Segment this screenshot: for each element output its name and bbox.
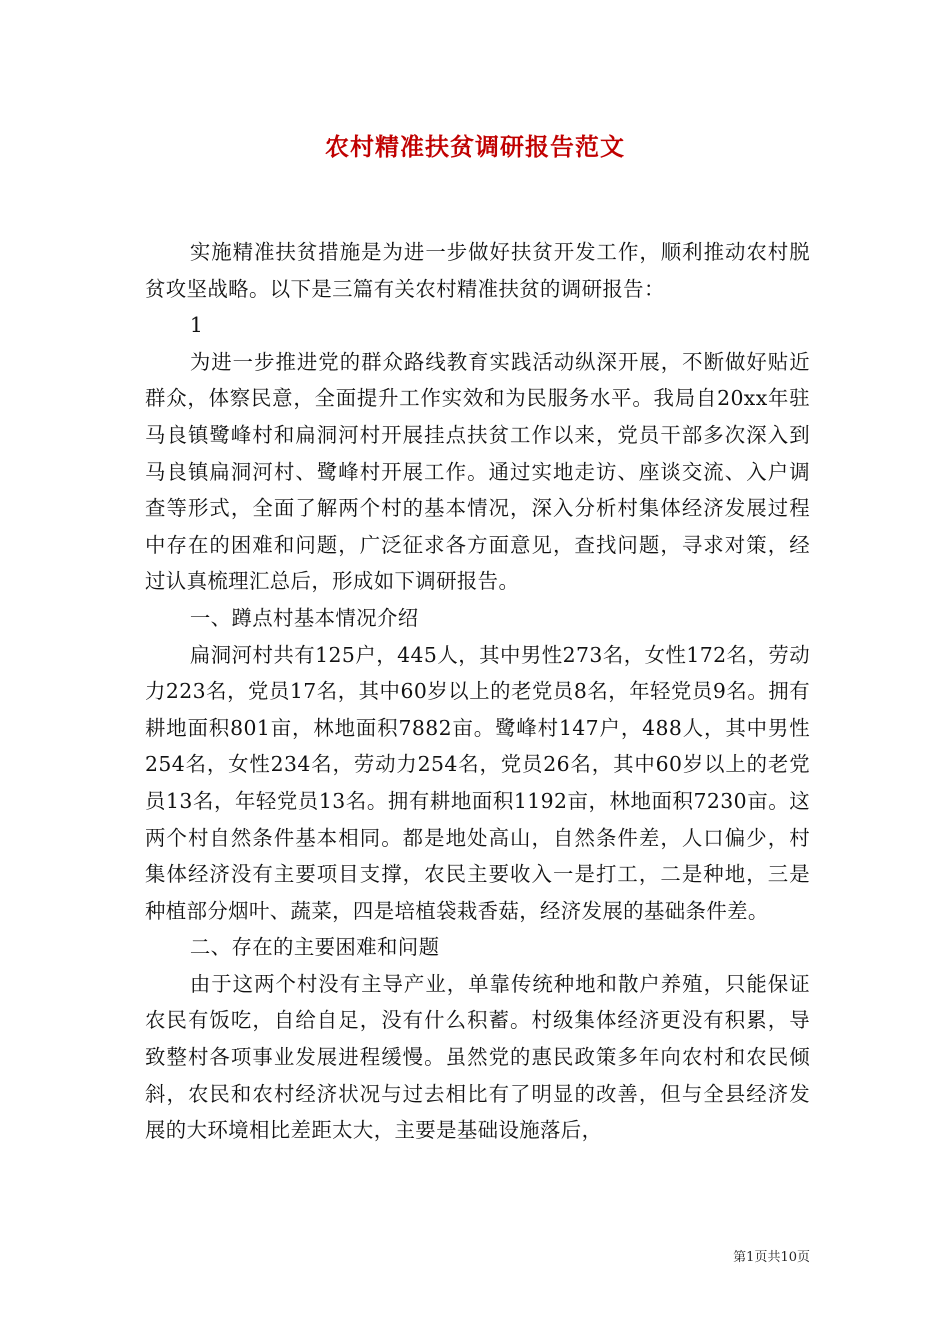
paragraph-problems: 由于这两个村没有主导产业，单靠传统种地和散户养殖，只能保证农民有饭吃，自给自足，没有什么积蓄。村级集体经济更没有积累，导致整村各项事业发展进程缓慢。虽然党的惠民政策多年向农村和农民倾斜，农民和农村经济状况与过去相比有了明显的改善，但与全县经济发展的大环境相比差距太大，主要是基础设施落后， [145,971,810,1143]
paragraph-village-stats: 扁洞河村共有125户，445人，其中男性273名，女性172名，劳动力223名，党员17名，其中60岁以上的老党员8名，年轻党员9名。拥有耕地面积801亩，林地面积7882亩。鹭峰村147户，488人，其中男性254名，女性234名，劳动力254名，党员26名，其中60岁以上的老党员13名，年轻党员13名。拥有耕地面积1192亩，林地面积7230亩。这两个村自然条件基本相同。都是地处高山，自然条件差，人口偏少，村集体经济没有主要项目支撑，农民主要收入一是打工，二是种地，三是种植部分烟叶、蔬菜，四是培植袋栽香菇，经济发展的基础条件差。 [145,642,810,923]
document-body [145,234,810,1149]
page-title: 农村精准扶贫调研报告范文 [325,132,625,161]
heading-basic-situation: 一、蹲点村基本情况介绍 [189,605,419,630]
heading-problems: 二、存在的主要困难和问题 [189,935,440,960]
section-number: 1 [189,313,204,338]
paragraph-background: 为进一步推进党的群众路线教育实践活动纵深开展，不断做好贴近群众，体察民意，全面提升工作实效和为民服务水平。我局自20xx年驻马良镇鹭峰村和扁洞河村开展挂点扶贫工作以来，党员干部多次深入到马良镇扁洞河村、鹭峰村开展工作。通过实地走访、座谈交流、入户调查等形式，全面了解两个村的基本情况，深入分析村集体经济发展过程中存在的困难和问题，广泛征求各方面意见，查找问题，寻求对策，经过认真梳理汇总后，形成如下调研报告。 [145,349,810,594]
paragraph-intro: 实施精准扶贫措施是为进一步做好扶贫开发工作，顺利推动农村脱贫攻坚战略。以下是三篇有关农村精准扶贫的调研报告： [145,240,810,301]
page-number: 第1页共10页 [733,1250,810,1265]
